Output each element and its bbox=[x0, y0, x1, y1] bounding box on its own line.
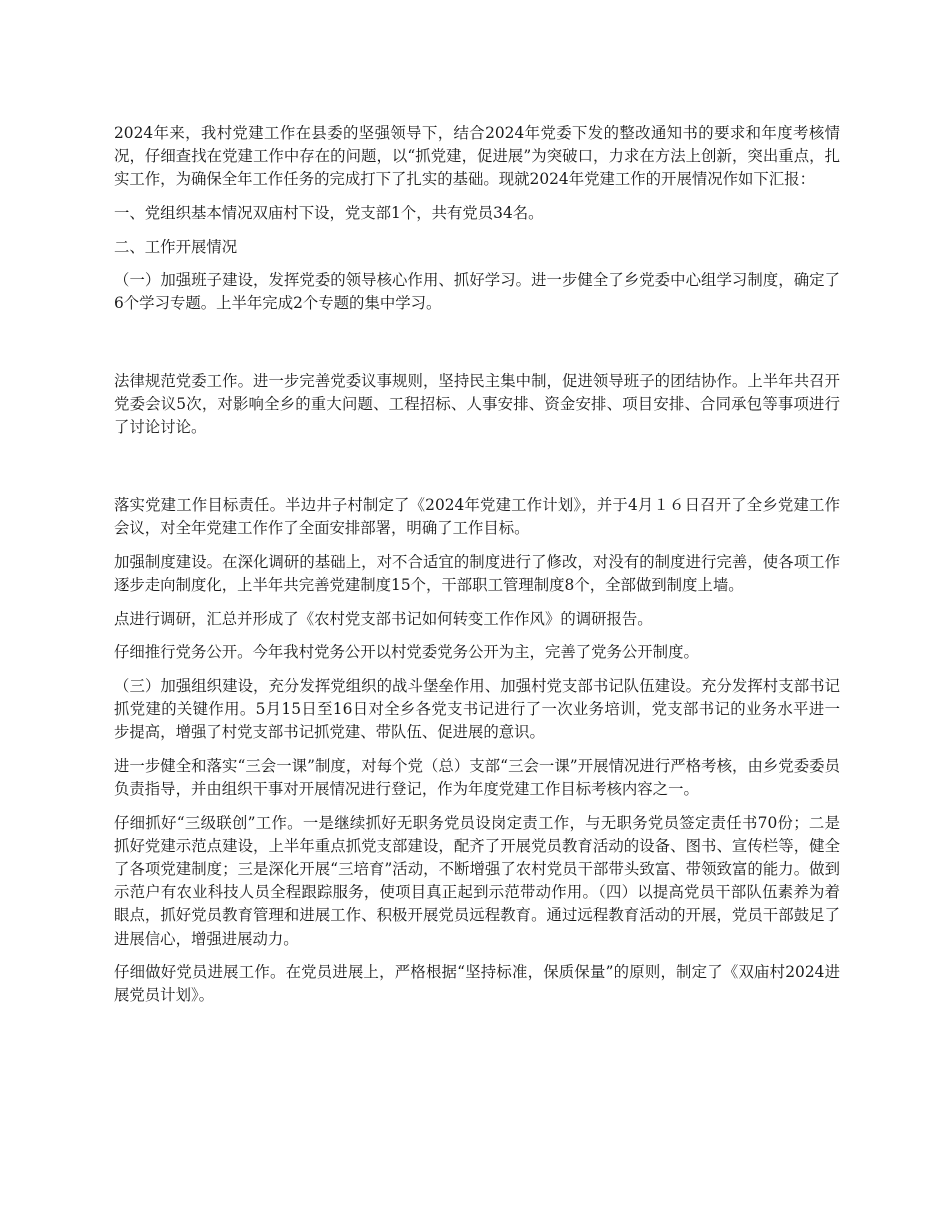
party-affairs-openness-paragraph: 仔细推行党务公开。今年我村党务公开以村党委党务公开为主，完善了党务公开制度。 bbox=[114, 643, 699, 662]
three-level-campaign-paragraph: 仔细抓好“三级联创”工作。一是继续抓好无职务党员设岗定责工作，与无职务党员签定责任书70份；二是抓好党建示范点建设，上半年重点抓党支部建设，配齐了开展党员教育活动的设备、图书、宣传栏等，健全了各项党建制度；三是深化开展“三培育”活动，不断增强了农村党员干部带头致富、带领致富的能力。做到示范户有农业科技人员全程跟踪服务，使项目真正起到示范带动作用。（四）以提高党员干部队伍素养为着眼点，抓好党员教育管理和进展工作、积极开展党员远程教育。通过远程教育活动的开展，党员干部鼓足了进展信心，增强进展动力。 bbox=[114, 813, 840, 948]
section-two-heading: 二、工作开展情况 bbox=[114, 237, 238, 256]
section-one-heading-paragraph: 一、党组织基本情况双庙村下设，党支部1个，共有党员34名。 bbox=[114, 204, 544, 222]
spacer bbox=[114, 326, 840, 370]
intro-paragraph: 2024年来，我村党建工作在县委的坚强领导下，结合2024年党委下发的整改通知书的要求和年度考核情况，仔细查找在党建工作中存在的问题，以“抓党建，促进展”为突破口，力求在方法上创新，突出重点，扎实工作，为确保全年工作任务的完成打下了扎实的基础。现就2024年党建工作的开展情况作如下汇报： bbox=[114, 124, 840, 189]
organization-building-paragraph: （三）加强组织建设，充分发挥党组织的战斗堡垒作用、加强村党支部书记队伍建设。充分发挥村支部书记抓党建的关键作用。5月15日至16日对全乡各党支书记进行了一次业务培训，党支部书记的业务水平进一步提高，增强了村党支部书记抓党建、带队伍、促进展的意识。 bbox=[114, 676, 840, 742]
system-building-paragraph: 加强制度建设。在深化调研的基础上，对不合适宜的制度进行了修改，对没有的制度进行完善，使各项工作逐步走向制度化，上半年共完善党建制度15个，干部职工管理制度8个，全部做到制度上墙。 bbox=[114, 552, 840, 594]
member-development-paragraph: 仔细做好党员进展工作。在党员进展上，严格根据“坚持标准，保质保量”的原则，制定了《双庙村2024进展党员计划》。 bbox=[114, 963, 840, 1005]
spacer bbox=[114, 450, 840, 494]
team-building-paragraph: （一）加强班子建设，发挥党委的领导核心作用、抓好学习。进一步健全了乡党委中心组学习制度，确定了6个学习专题。上半年完成2个专题的集中学习。 bbox=[114, 271, 840, 313]
party-committee-rules-paragraph: 法律规范党委工作。进一步完善党委议事规则，坚持民主集中制，促进领导班子的团结协作。上半年共召开党委会议5次，对影响全乡的重大问题、工程招标、人事安排、资金安排、项目安排、合同承包等事项进行了讨论讨论。 bbox=[114, 371, 840, 437]
three-meetings-paragraph: 进一步健全和落实“三会一课”制度，对每个党（总）支部“三会一课”开展情况进行严格考核，由乡党委委员负责指导，并由组织干事对开展情况进行登记，作为年度党建工作目标考核内容之一。 bbox=[114, 756, 840, 798]
target-responsibility-paragraph: 落实党建工作目标责任。半边井子村制定了《2024年党建工作计划》，并于4月１６日召开了全乡党建工作会议，对全年党建工作作了全面安排部署，明确了工作目标。 bbox=[114, 495, 840, 538]
research-report-paragraph: 点进行调研，汇总并形成了《农村党支部书记如何转变工作作风》的调研报告。 bbox=[114, 609, 653, 628]
document-body bbox=[114, 122, 840, 1018]
